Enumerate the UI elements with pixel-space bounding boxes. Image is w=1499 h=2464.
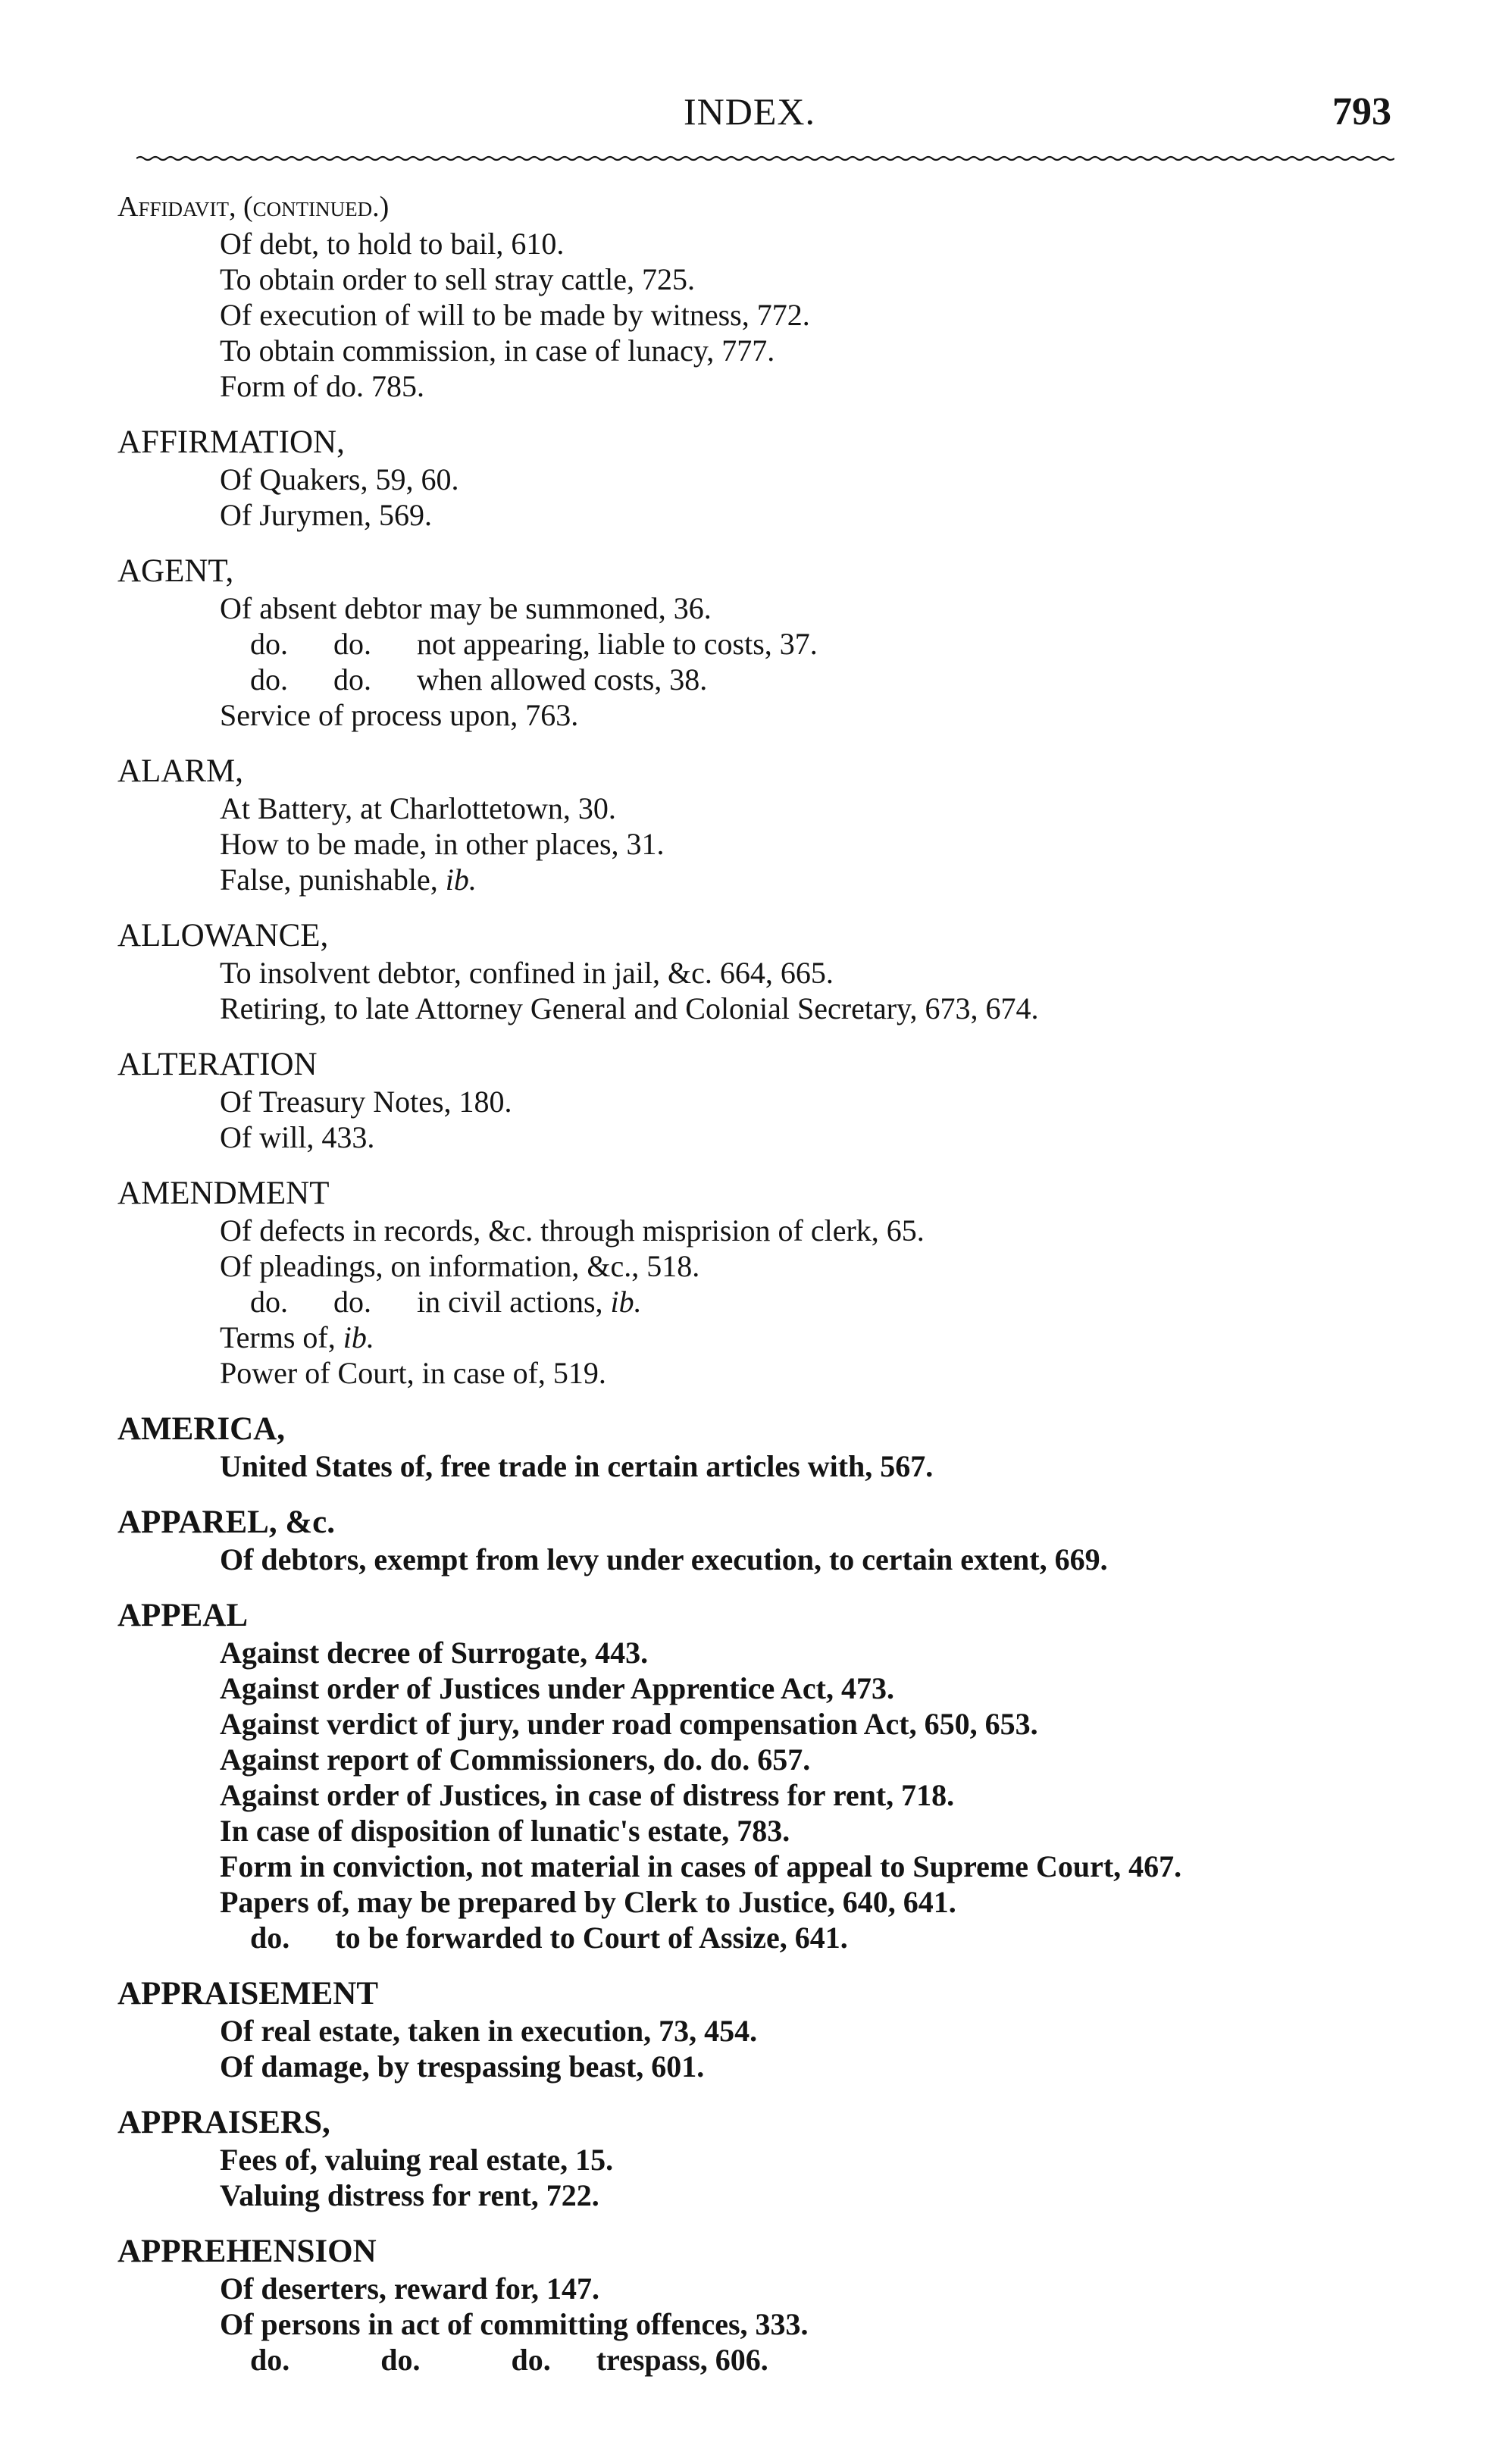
entry-subentry: Of deserters, reward for, 147. [220, 2271, 599, 2306]
entry-heading: APPREHENSION [117, 2234, 377, 2269]
index-entry [0, 1975, 1499, 2084]
index-entry [0, 2233, 1499, 2378]
entry-subentry: To obtain order to sell stray cattle, 725. [220, 262, 696, 296]
index-entry [0, 553, 1499, 733]
entry-subentry: Of damage, by trespassing beast, 601. [220, 2049, 705, 2084]
entry-subentry: Papers of, may be prepared by Clerk to Justice, 640, 641. [220, 1885, 956, 1919]
entry-subentry: Retiring, to late Attorney General and Colonial Secretary, 673, 674. [220, 991, 1039, 1025]
entry-subentry: Of Treasury Notes, 180. [220, 1085, 512, 1119]
entry-subentry: Against decree of Surrogate, 443. [220, 1636, 649, 1670]
entry-heading: APPRAISERS, [117, 2105, 330, 2140]
entry-heading: ALARM, [117, 753, 244, 789]
entry-subentry: Of execution of will to be made by witness, 772. [220, 298, 810, 332]
entry-subentry: Of persons in act of committing offences, 333. [220, 2307, 809, 2341]
entry-heading: AGENT, [117, 553, 234, 589]
entry-heading: Affidavit, (continued.) [117, 191, 390, 223]
entry-subentry: do. do. not appearing, liable to costs, 37. [250, 627, 818, 661]
entry-subentry: Form of do. 785. [220, 369, 424, 403]
index-entry [0, 753, 1499, 897]
entry-subentry: Of debtors, exempt from levy under execution, to certain extent, 669. [220, 1542, 1108, 1576]
entry-subentry: do. do. do. trespass, 606. [250, 2343, 768, 2377]
entry-subentry: do. to be forwarded to Court of Assize, 641. [250, 1921, 848, 1955]
entry-subentry: Against order of Justices under Apprentice Act, 473. [220, 1671, 894, 1705]
page-number: 793 [1332, 90, 1391, 133]
entry-subentry: Against order of Justices, in case of distress for rent, 718. [220, 1778, 955, 1812]
entry-subentry: To insolvent debtor, confined in jail, &c. 664, 665. [220, 956, 834, 990]
entry-subentry: Against verdict of jury, under road compensation Act, 650, 653. [220, 1707, 1038, 1741]
entry-subentry: Power of Court, in case of, 519. [220, 1356, 606, 1390]
entry-heading: ALTERATION [117, 1047, 318, 1082]
entry-subentry: Of real estate, taken in execution, 73, 454. [220, 2014, 758, 2048]
entry-subentry: Against report of Commissioners, do. do. 657. [220, 1742, 811, 1777]
entry-heading: AFFIRMATION, [117, 424, 345, 460]
entry-subentry: Fees of, valuing real estate, 15. [220, 2143, 614, 2177]
entry-subentry: Of Jurymen, 569. [220, 498, 432, 532]
index-entry [0, 1597, 1499, 1955]
index-entries [0, 188, 1499, 2397]
entry-heading: APPEAL [117, 1598, 248, 1633]
entry-subentry: Of defects in records, &c. through misprision of clerk, 65. [220, 1213, 925, 1248]
entry-subentry: At Battery, at Charlottetown, 30. [220, 791, 616, 825]
entry-subentry: Service of process upon, 763. [220, 698, 579, 732]
index-entry [0, 917, 1499, 1026]
entry-subentry: do. do. in civil actions, ib. [250, 1285, 642, 1319]
entry-heading: APPAREL, &c. [117, 1504, 336, 1540]
entry-subentry: How to be made, in other places, 31. [220, 827, 665, 861]
entry-heading: AMERICA, [117, 1411, 285, 1447]
entry-subentry: Of Quakers, 59, 60. [220, 462, 459, 496]
ibid-abbreviation: ib. [610, 1285, 642, 1319]
entry-heading: ALLOWANCE, [117, 918, 329, 953]
index-entry [0, 1504, 1499, 1577]
entry-subentry: To obtain commission, in case of lunacy, 777. [220, 333, 775, 368]
index-entry [0, 1046, 1499, 1155]
index-entry [0, 1175, 1499, 1391]
entry-subentry: Of pleadings, on information, &c., 518. [220, 1249, 700, 1283]
index-entry [0, 188, 1499, 404]
entry-subentry: Of will, 433. [220, 1120, 375, 1154]
index-entry [0, 1410, 1499, 1484]
wavy-rule-divider [136, 155, 1394, 161]
entry-subentry: Of debt, to hold to bail, 610. [220, 227, 565, 261]
entry-subentry: Form in conviction, not material in cases of appeal to Supreme Court, 467. [220, 1849, 1182, 1883]
ibid-abbreviation: ib. [445, 863, 477, 897]
entry-subentry: In case of disposition of lunatic's estate, 783. [220, 1814, 790, 1848]
entry-subentry: United States of, free trade in certain articles with, 567. [220, 1449, 934, 1483]
entry-heading: APPRAISEMENT [117, 1976, 379, 2012]
index-entry [0, 2104, 1499, 2213]
entry-subentry: do. do. when allowed costs, 38. [250, 662, 708, 697]
entry-subentry: Valuing distress for rent, 722. [220, 2178, 599, 2212]
page-title: INDEX. [683, 90, 816, 133]
entry-subentry: Terms of, ib. [220, 1320, 374, 1354]
index-entry [0, 424, 1499, 533]
entry-subentry: False, punishable, ib. [220, 863, 477, 897]
entry-subentry: Of absent debtor may be summoned, 36. [220, 591, 712, 625]
ibid-abbreviation: ib. [343, 1320, 374, 1354]
entry-heading: AMENDMENT [117, 1176, 330, 1211]
running-head [0, 89, 1499, 142]
